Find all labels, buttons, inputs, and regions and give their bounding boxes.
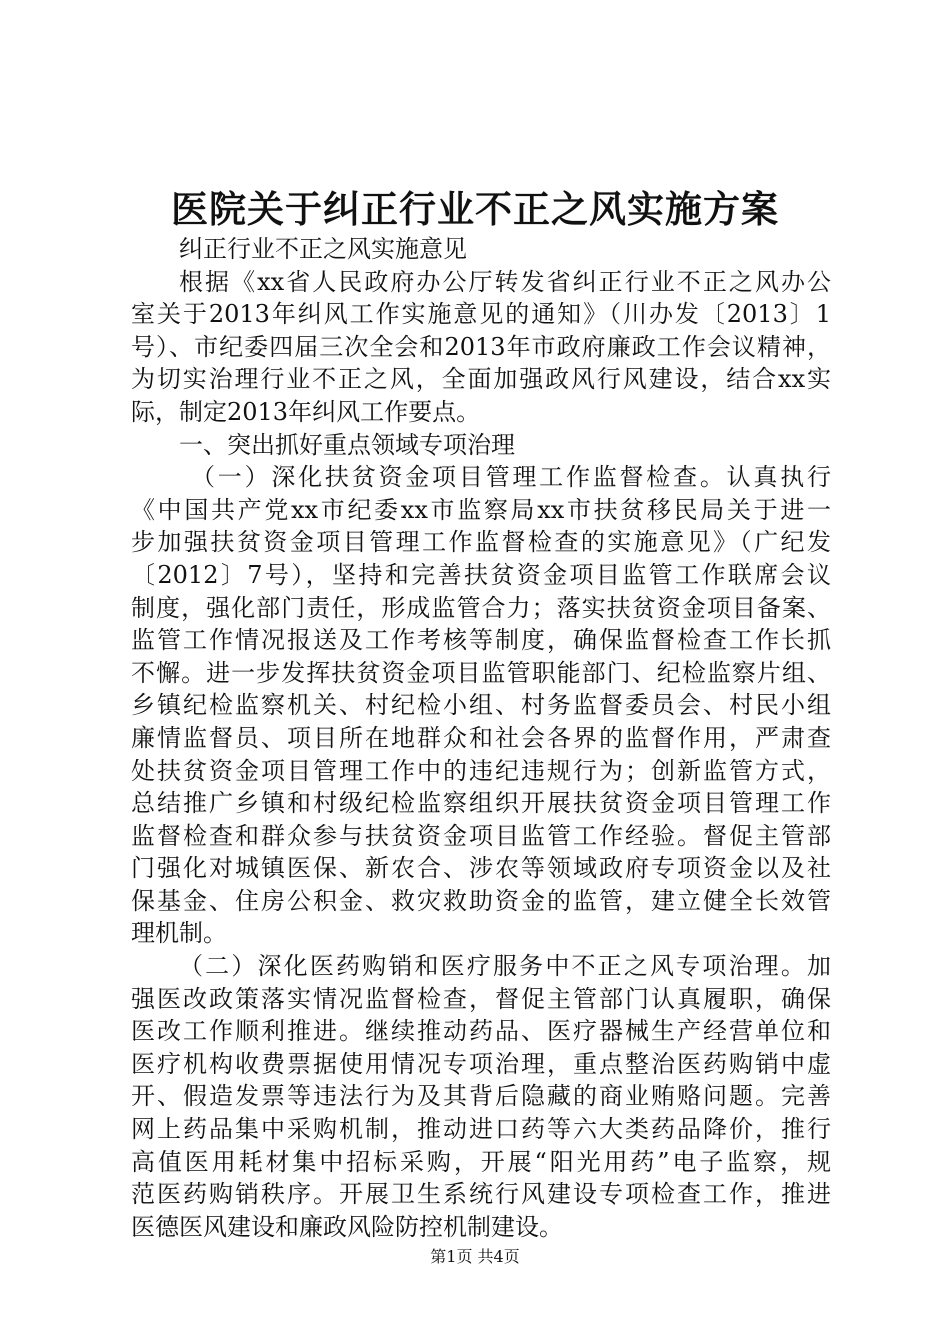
paragraph-line: 理机制。 [131,919,227,948]
paragraph-line: （一）深化扶贫资金项目管理工作监督检查。认真执行 [191,463,831,492]
paragraph-line: 保基金、住房公积金、救灾救助资金的监管，建立健全长效管 [131,886,831,915]
document-body [131,233,831,1243]
paragraph-line: 室关于2013年纠风工作实施意见的通知》（川办发〔2013〕1 [131,300,831,329]
paragraph-line: 监管工作情况报送及工作考核等制度，确保监督检查工作长抓 [131,626,831,655]
paragraph-line: 乡镇纪检监察机关、村纪检小组、村务监督委员会、村民小组 [131,691,831,720]
paragraph-line: （二）深化医药购销和医疗服务中不正之风专项治理。加 [179,952,831,981]
paragraph-line: 医德医风建设和廉政风险防控机制建设。 [131,1212,563,1241]
paragraph-line: 不懈。进一步发挥扶贫资金项目监管职能部门、纪检监察片组、 [131,658,831,687]
paragraph-line: 根据《xx省人民政府办公厅转发省纠正行业不正之风办公 [179,267,831,296]
paragraph-line: 制度，强化部门责任，形成监管合力；落实扶贫资金项目备案、 [131,593,831,622]
paragraph-line: 号）、市纪委四届三次全会和2013年市政府廉政工作会议精神， [131,332,831,361]
paragraph-line: 强医改政策落实情况监督检查，督促主管部门认真履职，确保 [131,984,831,1013]
paragraph-line: 医改工作顺利推进。继续推动药品、医疗器械生产经营单位和 [131,1017,831,1046]
paragraph-line: 廉情监督员、项目所在地群众和社会各界的监督作用，严肃查 [131,723,831,752]
paragraph-line: 步加强扶贫资金项目管理工作监督检查的实施意见》（广纪发 [131,528,831,557]
paragraph-line: 《中国共产党xx市纪委xx市监察局xx市扶贫移民局关于进一 [131,495,831,524]
section-heading: 一、突出抓好重点领域专项治理 [179,430,515,459]
paragraph-line: 开、假造发票等违法行为及其背后隐藏的商业贿赂问题。完善 [131,1082,831,1111]
page-footer: 第1页 共4页 [430,1247,520,1266]
paragraph-line: 高值医用耗材集中招标采购，开展“阳光用药”电子监察，规 [131,1147,831,1176]
paragraph-line: 总结推广乡镇和村级纪检监察组织开展扶贫资金项目管理工作 [131,789,831,818]
paragraph-line: 〔2012〕7号），坚持和完善扶贫资金项目监管工作联席会议 [131,560,831,589]
section-subtitle: 纠正行业不正之风实施意见 [179,235,467,263]
paragraph-line: 监督检查和群众参与扶贫资金项目监管工作经验。督促主管部 [131,821,831,850]
paragraph-line: 范医药购销秩序。开展卫生系统行风建设专项检查工作，推进 [131,1180,831,1209]
paragraph-line: 为切实治理行业不正之风，全面加强政风行风建设，结合xx实 [131,365,831,394]
paragraph-line: 门强化对城镇医保、新农合、涉农等领域政府专项资金以及社 [131,854,831,883]
paragraph-line: 网上药品集中采购机制，推动进口药等六大类药品降价，推行 [131,1115,831,1144]
paragraph-line: 处扶贫资金项目管理工作中的违纪违规行为；创新监管方式， [131,756,831,785]
paragraph-line: 医疗机构收费票据使用情况专项治理，重点整治医药购销中虚 [131,1049,831,1078]
document-title: 医院关于纠正行业不正之风实施方案 [171,187,779,231]
paragraph-line: 际，制定2013年纠风工作要点。 [131,397,481,426]
